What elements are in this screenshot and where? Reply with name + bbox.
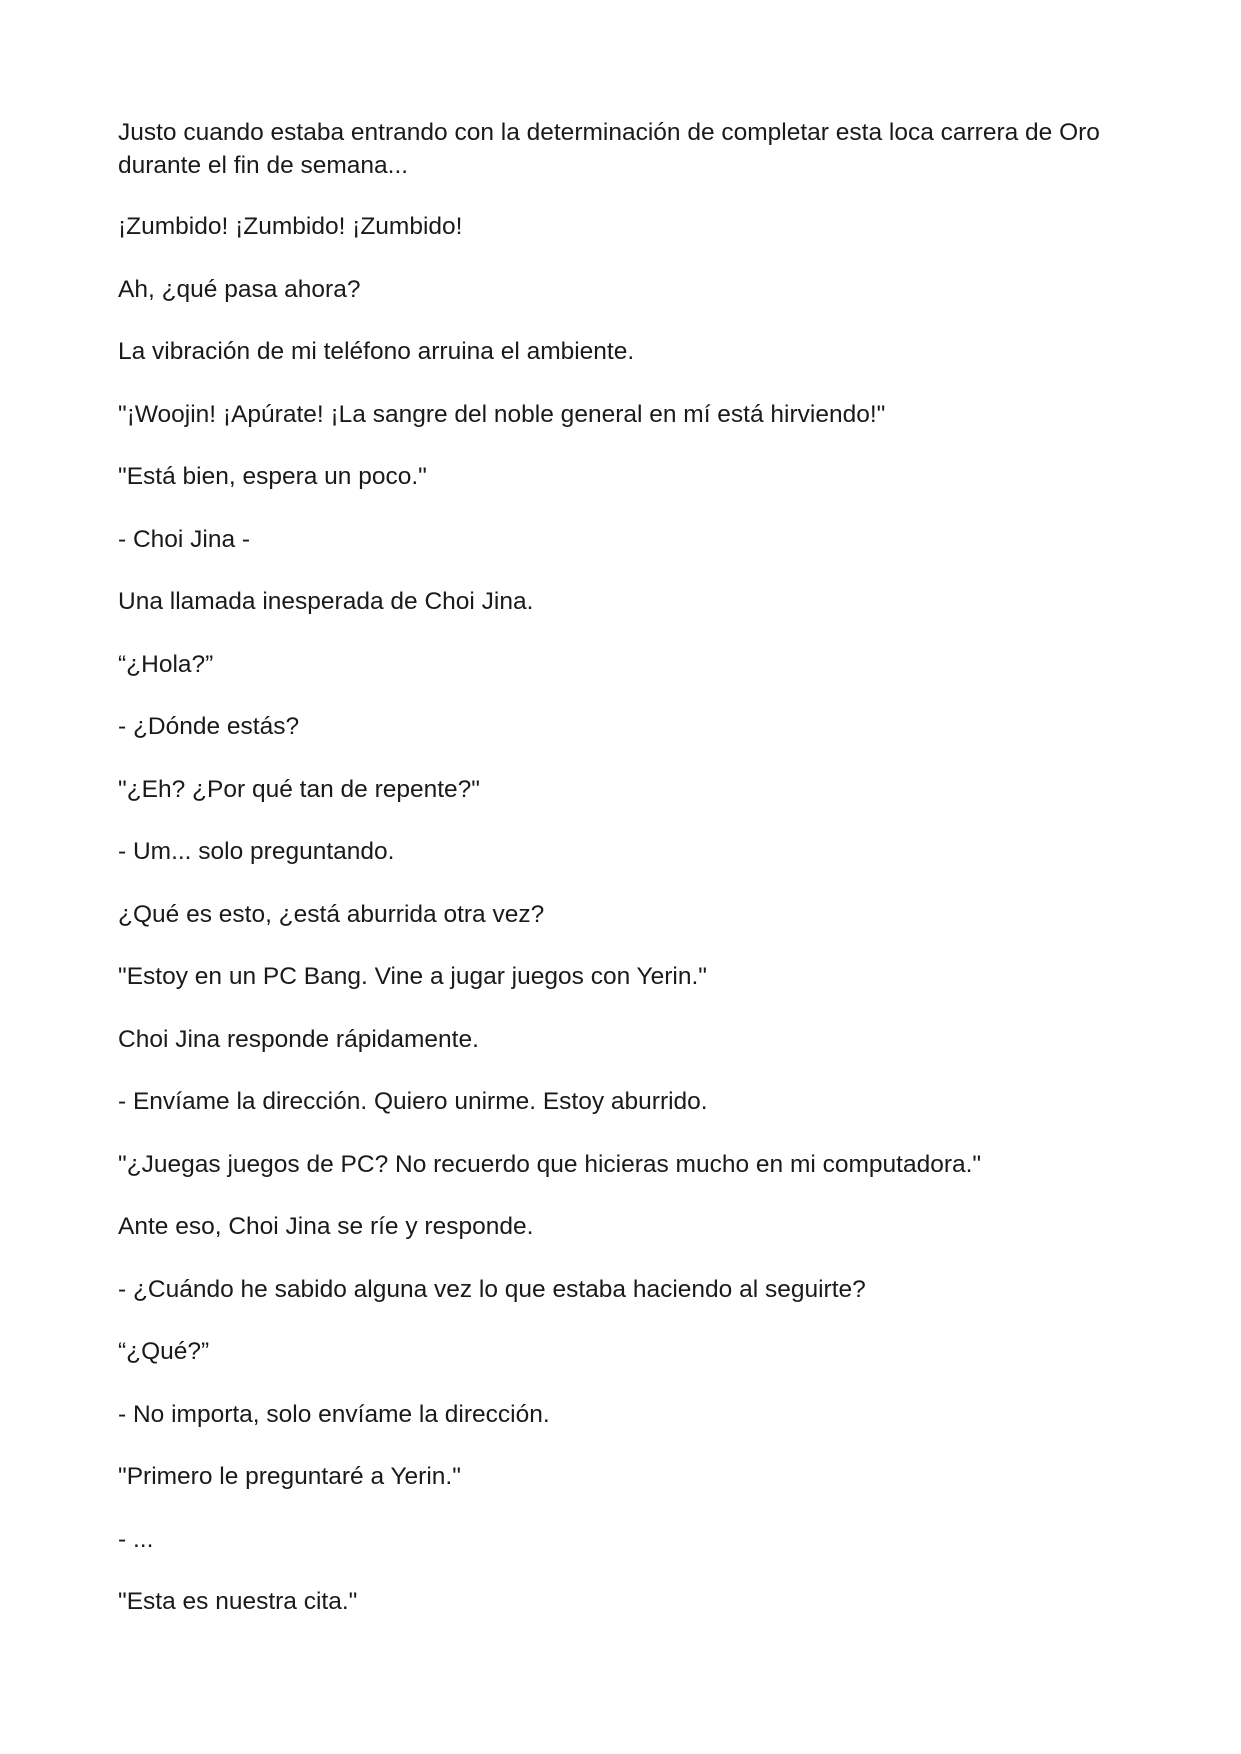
- paragraph: Una llamada inesperada de Choi Jina.: [118, 588, 534, 615]
- paragraph: ¡Zumbido! ¡Zumbido! ¡Zumbido!: [118, 213, 463, 240]
- paragraph: "¿Juegas juegos de PC? No recuerdo que hicieras mucho en mi computadora.": [118, 1150, 982, 1178]
- paragraph: - ¿Dónde estás?: [118, 713, 300, 740]
- paragraph: - Envíame la dirección. Quiero unirme. Estoy aburrido.: [118, 1088, 708, 1115]
- paragraph: Justo cuando estaba entrando con la determinación de completar esta loca carrera de Oro durante el fin de semana...: [118, 119, 1100, 179]
- paragraph: "Esta es nuestra cita.": [118, 1588, 358, 1615]
- paragraph: “¿Hola?”: [118, 650, 214, 678]
- paragraph: "¿Eh? ¿Por qué tan de repente?": [118, 775, 480, 803]
- paragraph: Ante eso, Choi Jina se ríe y responde.: [118, 1213, 534, 1240]
- document-body: [118, 116, 1128, 1648]
- paragraph: - No importa, solo envíame la dirección.: [118, 1400, 550, 1428]
- paragraph: - Um... solo preguntando.: [118, 838, 395, 865]
- paragraph: Ah, ¿qué pasa ahora?: [118, 275, 361, 303]
- paragraph: - ...: [118, 1525, 154, 1553]
- paragraph: "Primero le preguntaré a Yerin.": [118, 1463, 461, 1490]
- paragraph: ¿Qué es esto, ¿está aburrida otra vez?: [118, 900, 545, 928]
- paragraph: "Estoy en un PC Bang. Vine a jugar juegos con Yerin.": [118, 963, 708, 990]
- paragraph: “¿Qué?”: [118, 1338, 210, 1365]
- paragraph: La vibración de mi teléfono arruina el ambiente.: [118, 338, 635, 365]
- paragraph: "¡Woojin! ¡Apúrate! ¡La sangre del noble general en mí está hirviendo!": [118, 400, 886, 428]
- paragraph: "Está bien, espera un poco.": [118, 463, 427, 490]
- paragraph: - Choi Jina -: [118, 525, 251, 553]
- paragraph: Choi Jina responde rápidamente.: [118, 1025, 479, 1053]
- paragraph: - ¿Cuándo he sabido alguna vez lo que estaba haciendo al seguirte?: [118, 1275, 866, 1303]
